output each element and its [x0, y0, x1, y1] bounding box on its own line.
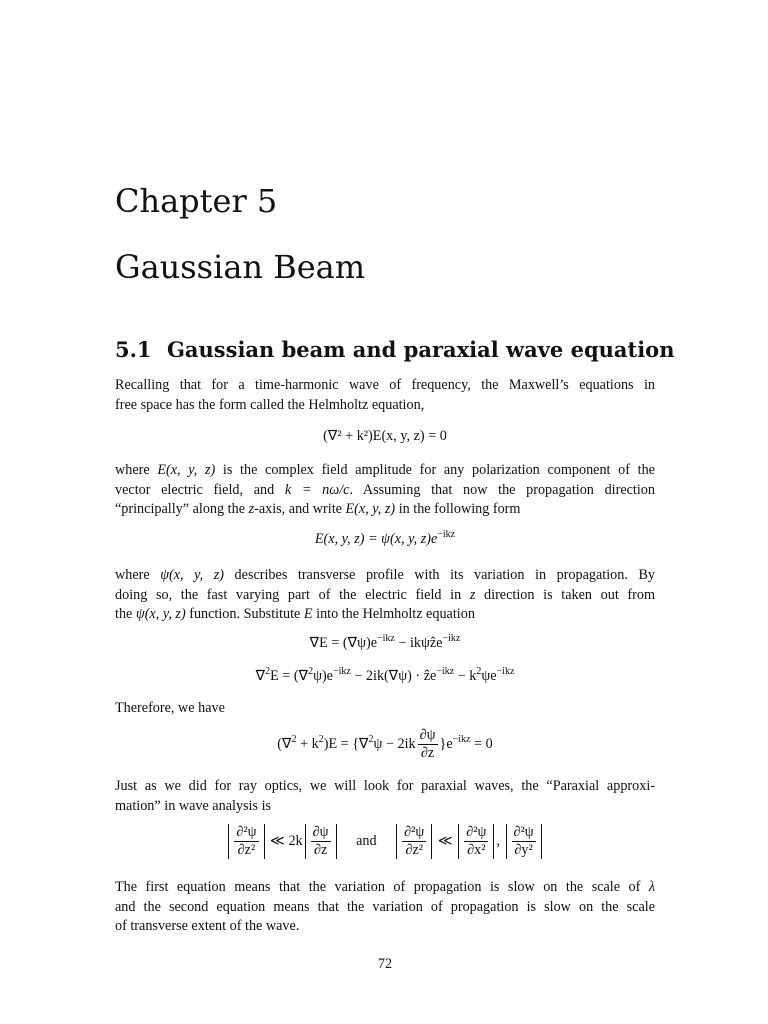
paragraph-transverse-profile [115, 566, 655, 625]
equation-ansatz: E(x, y, z) = ψ(x, y, $z)e^{-ikz}$ [314, 529, 456, 547]
equation-paraxial-approximation: $\frac{\text{∂²ψ}}{\text{∂z²}}$ ≪ 2k $\frac{\partial\psi}{\partial z}$ and $\frac{\text{∂²ψ}}{\text{∂z²}}$ ≪ $\frac{\text{∂²ψ}}{\text{∂x²}}$ , $\frac{\text{∂²ψ}}{\text{∂y²}}$ [115, 824, 655, 859]
paragraph-paraxial [115, 777, 655, 816]
text-line: “principally” along the z-axis, and write E(x, y, z) in the following form [115, 501, 521, 517]
text-line: Just as we did for ray optics, we will look for paraxial waves, the “Paraxial approxi- [115, 778, 655, 794]
paragraph-field-definition [115, 461, 655, 520]
text-line: Therefore, we have [115, 700, 225, 716]
text-line: and the second equation means that the variation of propagation is slow on the scale [115, 898, 655, 915]
section-title: Gaussian beam and paraxial wave equation [167, 337, 675, 362]
text-line: the ψ(x, y, z) function. Substitute E into the Helmholtz equation [115, 606, 475, 622]
fraction: $\frac{\partial\psi}{\partial z}$ [419, 727, 436, 761]
abs-value: $\frac{\partial\psi}{\partial z}$ [305, 824, 337, 859]
text-line: where E(x, y, z) is the complex field amplitude for any polarization component of the [115, 462, 655, 478]
abs-value: $\frac{\text{∂²ψ}}{\text{∂z²}}$ [396, 824, 432, 859]
equation-result: $(\nabla^2 + k^2)E = \{\nabla^2\psi - 2ik$ $\frac{\partial\psi}{\partial z}$ }$e^{-ikz} = 0$ [277, 727, 493, 761]
paragraph-therefore [115, 699, 655, 719]
section-heading [115, 337, 674, 362]
section-number: 5.1 [115, 337, 152, 362]
text-line: mation” in wave analysis is [115, 797, 272, 814]
paragraph-helmholtz-intro [115, 376, 655, 415]
paragraph-interpretation [115, 878, 655, 937]
abs-value: $\frac{\text{∂²ψ}}{\text{∂z²}}$ [228, 824, 264, 859]
chapter-title: Gaussian Beam [115, 248, 366, 286]
text-line: where ψ(x, y, z) describes transverse profile with its variation in propagation. By [115, 567, 655, 583]
text-line: The first equation means that the variation of propagation is slow on the scale of λ [115, 879, 655, 895]
equation-laplacian: $\nabla^2E = (\nabla^2\psi)e^{-ikz} - 2ik(\nabla\psi)$ · ẑe$^{-ikz}$ − $k^2\psi e^{-ikz}$ [255, 666, 515, 684]
text-line: Recalling that for a time-harmonic wave of frequency, the Maxwell’s equations in [115, 377, 655, 393]
equation-helmholtz: (∇² + k²)E(x, y, z) = 0 [323, 428, 447, 444]
abs-value: $\frac{\text{∂²ψ}}{\text{∂y²}}$ [506, 824, 542, 859]
abs-value: $\frac{\text{∂²ψ}}{\text{∂x²}}$ [458, 824, 494, 859]
text-line: doing so, the fast varying part of the electric field in z direction is taken out from [115, 586, 655, 603]
page-number: 72 [377, 956, 393, 972]
text-line: of transverse extent of the wave. [115, 918, 300, 934]
text-line: vector electric field, and k = nω/c. Assuming that now the propagation direction [115, 481, 655, 498]
chapter-label: Chapter 5 [115, 182, 278, 220]
text-line: free space has the form called the Helmholtz equation, [115, 396, 425, 413]
equation-gradient: $\nabla E = (\nabla\psi)e^{-ikz}$ − ikψẑe$^{-ikz}$ [309, 633, 461, 651]
